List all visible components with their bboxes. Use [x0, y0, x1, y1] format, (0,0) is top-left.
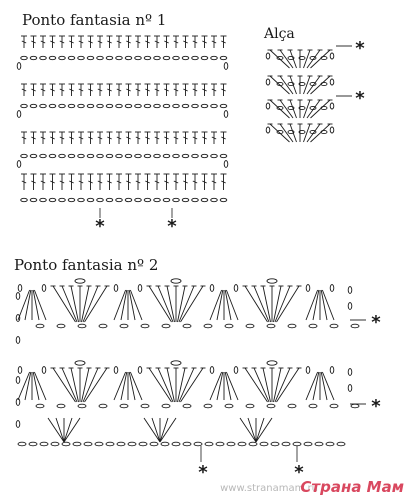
pattern1-chain	[144, 104, 151, 107]
pattern2-foundation-stitch	[256, 418, 264, 442]
pattern2-chain	[78, 404, 86, 408]
pattern2-chain	[78, 324, 86, 328]
chain-stitch	[234, 285, 238, 292]
pattern1-chain	[135, 104, 142, 107]
strap-chain	[266, 103, 270, 109]
pattern2-title: Ponto fantasia nº 2	[14, 256, 159, 274]
pattern1-chain	[106, 198, 113, 201]
pattern2-chain	[162, 404, 170, 408]
pattern2-foundation-chain	[128, 442, 136, 446]
chain-stitch	[42, 367, 46, 374]
pattern2-foundation-stitch	[56, 418, 64, 442]
pattern2-chain	[99, 324, 107, 328]
chain-stitch	[224, 63, 228, 70]
pattern1-chain	[192, 104, 199, 107]
pattern1-chain	[135, 56, 142, 59]
pattern1-chain	[211, 154, 218, 157]
pattern1-chain	[78, 198, 85, 201]
pattern1-chain	[135, 198, 142, 201]
pattern2-repeat-marker-left: *	[198, 462, 208, 483]
chain-stitch	[348, 369, 352, 376]
pattern1-chain	[192, 198, 199, 201]
strap-title: Alça	[264, 26, 295, 42]
pattern1-chain	[106, 154, 113, 157]
pattern1-chain	[40, 104, 47, 107]
strap-chain	[266, 127, 270, 133]
pattern1-chain	[78, 56, 85, 59]
pattern2-chain	[36, 324, 44, 328]
pattern1-chain	[87, 104, 94, 107]
pattern2-foundation-chain	[62, 442, 70, 446]
pattern2-chain	[120, 324, 128, 328]
pattern2-foundation-chain	[95, 442, 103, 446]
pattern2-foundation-chain	[337, 442, 345, 446]
pattern1-chain	[68, 56, 75, 59]
pattern1-chain	[201, 154, 208, 157]
chain-stitch	[138, 367, 142, 374]
pattern2-foundation-stitch	[248, 418, 256, 442]
pattern2-foundation-chain	[84, 442, 92, 446]
pattern2-foundation-stitch	[160, 418, 176, 442]
pattern1-chain	[211, 56, 218, 59]
pattern2-foundation-chain	[326, 442, 334, 446]
pattern1-chain	[135, 154, 142, 157]
pattern1-chain	[68, 104, 75, 107]
pattern2-foundation-chain	[260, 442, 268, 446]
chain-stitch	[16, 337, 20, 344]
pattern1-chain	[116, 198, 123, 201]
chain-stitch	[114, 367, 118, 374]
chain-stitch	[224, 111, 228, 118]
pattern1-chain	[97, 198, 104, 201]
pattern2-repeat-marker-bottom: *	[371, 396, 381, 417]
chain-stitch	[17, 161, 21, 168]
watermark-logo: Страна Мам	[300, 478, 404, 496]
chain-stitch	[306, 367, 310, 374]
pattern2-chain	[246, 324, 254, 328]
pattern2-foundation-chain	[117, 442, 125, 446]
pattern2-chain	[57, 324, 65, 328]
pattern2-chain	[330, 324, 338, 328]
pattern1-chain	[97, 104, 104, 107]
pattern1-chain	[68, 154, 75, 157]
pattern1-chain	[144, 198, 151, 201]
pattern1-chain	[182, 104, 189, 107]
pattern2-foundation-chain	[238, 442, 246, 446]
pattern2-foundation-stitch	[240, 418, 256, 442]
pattern1-chain	[116, 154, 123, 157]
pattern1-chain	[40, 56, 47, 59]
pattern1-chain	[49, 154, 56, 157]
pattern1-chain	[97, 154, 104, 157]
pattern2-foundation-chain	[249, 442, 257, 446]
pattern2-chain	[330, 404, 338, 408]
pattern2-chain	[204, 324, 212, 328]
pattern2-chain	[183, 324, 191, 328]
pattern2-chain	[351, 404, 359, 408]
chain-stitch	[16, 293, 20, 300]
strap-chain	[266, 53, 270, 59]
pattern1-chain	[211, 198, 218, 201]
pattern1-chain	[49, 104, 56, 107]
pattern1-chain	[154, 56, 161, 59]
strap-repeat-marker-top: *	[355, 38, 365, 59]
pattern1-chain	[21, 154, 28, 157]
pattern1-chain	[125, 104, 132, 107]
pattern1-chain	[220, 56, 227, 59]
pattern2-chain	[36, 404, 44, 408]
pattern1-chain	[30, 198, 37, 201]
chain-stitch	[17, 111, 21, 118]
chain-stitch	[224, 161, 228, 168]
pattern1-chain	[78, 154, 85, 157]
pattern2-foundation-chain	[106, 442, 114, 446]
pattern1-chain	[163, 56, 170, 59]
pattern1-chain	[201, 198, 208, 201]
pattern1-chain	[59, 198, 66, 201]
pattern1-chain	[154, 104, 161, 107]
chain-stitch	[348, 385, 352, 392]
strap-chain	[330, 103, 334, 109]
pattern2-chain	[246, 404, 254, 408]
pattern1-chain	[154, 198, 161, 201]
pattern1-chain	[182, 56, 189, 59]
pattern1-chain	[49, 198, 56, 201]
chain-stitch	[16, 421, 20, 428]
pattern2-chain	[75, 279, 85, 283]
chain-stitch	[348, 303, 352, 310]
pattern2-chain	[288, 324, 296, 328]
chain-stitch	[114, 285, 118, 292]
pattern2-chain	[267, 404, 275, 408]
pattern1-chain	[49, 56, 56, 59]
pattern2-foundation-chain	[161, 442, 169, 446]
pattern2-chain	[99, 404, 107, 408]
pattern2-chain	[183, 404, 191, 408]
pattern1-chain	[173, 154, 180, 157]
pattern2-foundation-chain	[40, 442, 48, 446]
pattern2-foundation-chain	[73, 442, 81, 446]
pattern1-chain	[192, 56, 199, 59]
pattern1-chain	[21, 198, 28, 201]
chain-stitch	[16, 377, 20, 384]
pattern1-chain	[220, 154, 227, 157]
pattern2-chain	[309, 324, 317, 328]
chain-stitch	[18, 285, 22, 292]
pattern1-chain	[163, 198, 170, 201]
pattern2-foundation-chain	[271, 442, 279, 446]
watermark-url: www.stranamam.ru	[220, 483, 318, 494]
pattern1-chain	[30, 56, 37, 59]
pattern1-chain	[87, 56, 94, 59]
strap-chain	[330, 53, 334, 59]
pattern1-chain	[78, 104, 85, 107]
pattern2-chain	[204, 404, 212, 408]
pattern1-chain	[21, 104, 28, 107]
pattern1-chain	[144, 154, 151, 157]
pattern1-chain	[125, 56, 132, 59]
pattern2-foundation-chain	[29, 442, 37, 446]
pattern2-foundation-stitch	[256, 418, 272, 442]
pattern1-chain	[59, 56, 66, 59]
pattern1-chain	[163, 154, 170, 157]
pattern1-chain	[59, 104, 66, 107]
pattern1-chain	[87, 198, 94, 201]
pattern1-title: Ponto fantasia nº 1	[22, 11, 167, 29]
pattern1-chain	[68, 198, 75, 201]
pattern1-chain	[144, 56, 151, 59]
pattern2-chain	[267, 324, 275, 328]
chain-stitch	[348, 287, 352, 294]
pattern1-chain	[220, 104, 227, 107]
pattern2-foundation-chain	[216, 442, 224, 446]
chain-stitch	[306, 285, 310, 292]
pattern1-chain	[154, 154, 161, 157]
pattern1-chain	[106, 56, 113, 59]
pattern2-foundation-chain	[51, 442, 59, 446]
pattern2-foundation-stitch	[64, 418, 80, 442]
pattern1-chain	[125, 198, 132, 201]
chain-stitch	[330, 285, 334, 292]
pattern1-chain	[116, 104, 123, 107]
pattern1-chain	[182, 198, 189, 201]
pattern1-chain	[182, 154, 189, 157]
pattern1-chain	[220, 198, 227, 201]
pattern2-foundation-chain	[172, 442, 180, 446]
pattern2-foundation-chain	[227, 442, 235, 446]
pattern1-chain	[87, 154, 94, 157]
pattern2-foundation-chain	[315, 442, 323, 446]
pattern2-chain	[225, 324, 233, 328]
chain-stitch	[42, 285, 46, 292]
pattern1-chain	[59, 154, 66, 157]
chain-stitch	[16, 315, 20, 322]
pattern2-chain	[162, 324, 170, 328]
pattern1-chain	[201, 104, 208, 107]
pattern2-chain	[57, 404, 65, 408]
chain-stitch	[138, 285, 142, 292]
pattern2-foundation-stitch	[160, 418, 168, 442]
pattern2-chain	[171, 361, 181, 365]
strap-repeat-marker-bottom: *	[355, 88, 365, 109]
pattern2-foundation-chain	[293, 442, 301, 446]
pattern2-chain	[267, 361, 277, 365]
pattern1-chain	[30, 154, 37, 157]
pattern2-repeat-marker-top: *	[371, 312, 381, 333]
chain-stitch	[17, 63, 21, 70]
pattern2-foundation-chain	[139, 442, 147, 446]
pattern1-chain	[97, 56, 104, 59]
strap-chain	[266, 79, 270, 85]
pattern2-foundation-stitch	[48, 418, 64, 442]
pattern2-foundation-stitch	[152, 418, 160, 442]
pattern2-foundation-chain	[205, 442, 213, 446]
chain-stitch	[210, 367, 214, 374]
pattern1-chain	[40, 154, 47, 157]
pattern2-chain	[225, 404, 233, 408]
pattern2-chain	[141, 404, 149, 408]
pattern1-chain	[125, 154, 132, 157]
pattern1-chain	[30, 104, 37, 107]
pattern1-chain	[201, 56, 208, 59]
strap-chain	[330, 79, 334, 85]
pattern2-chain	[171, 279, 181, 283]
pattern2-foundation-chain	[18, 442, 26, 446]
pattern2-foundation-stitch	[144, 418, 160, 442]
chain-stitch	[234, 367, 238, 374]
chain-stitch	[18, 367, 22, 374]
pattern2-chain	[120, 404, 128, 408]
pattern1-chain	[173, 104, 180, 107]
pattern1-chain	[173, 56, 180, 59]
pattern2-chain	[141, 324, 149, 328]
pattern2-chain	[75, 361, 85, 365]
pattern2-repeat-marker-right: *	[294, 462, 304, 483]
pattern2-foundation-chain	[183, 442, 191, 446]
pattern1-chain	[116, 56, 123, 59]
pattern2-foundation-chain	[304, 442, 312, 446]
pattern1-repeat-marker-right: *	[167, 216, 177, 237]
pattern2-chain	[351, 324, 359, 328]
pattern1-chain	[163, 104, 170, 107]
pattern1-chain	[106, 104, 113, 107]
pattern2-foundation-chain	[150, 442, 158, 446]
pattern1-chain	[21, 56, 28, 59]
pattern2-foundation-chain	[282, 442, 290, 446]
pattern1-chain	[211, 104, 218, 107]
pattern1-repeat-marker-left: *	[95, 216, 105, 237]
strap-chain	[330, 127, 334, 133]
chain-stitch	[330, 367, 334, 374]
pattern2-chain	[288, 404, 296, 408]
pattern2-chain	[267, 279, 277, 283]
pattern1-chain	[40, 198, 47, 201]
pattern2-foundation-stitch	[64, 418, 72, 442]
pattern2-foundation-chain	[194, 442, 202, 446]
chain-stitch	[210, 285, 214, 292]
pattern1-chain	[173, 198, 180, 201]
pattern2-chain	[309, 404, 317, 408]
pattern1-chain	[192, 154, 199, 157]
